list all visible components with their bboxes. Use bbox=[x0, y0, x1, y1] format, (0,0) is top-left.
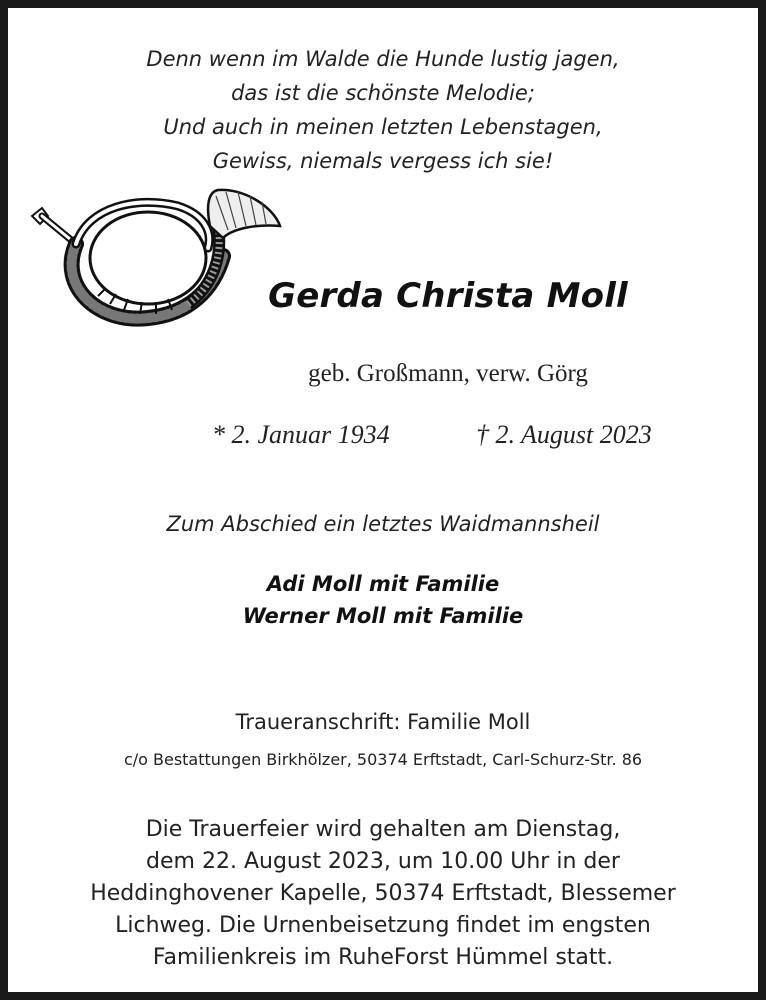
birth-name: geb. Großmann, verw. Görg bbox=[308, 360, 588, 387]
poem bbox=[48, 42, 718, 178]
ceremony-info bbox=[28, 814, 738, 974]
address-title: Traueranschrift: Familie Moll bbox=[235, 710, 531, 734]
ceremony-line: Die Trauerfeier wird gehalten am Dienstag, bbox=[145, 817, 621, 842]
ceremony-line: dem 22. August 2023, um 10.00 Uhr in der bbox=[146, 849, 620, 874]
birth-date: * 2. Januar 1934 bbox=[212, 420, 390, 449]
mourner-entry: Adi Moll mit Familie bbox=[266, 572, 500, 596]
farewell-line: Zum Abschied ein letztes Waidmannsheil bbox=[166, 512, 600, 536]
poem-line: Und auch in meinen letzten Lebenstagen, bbox=[163, 115, 603, 139]
poem-line: das ist die schönste Melodie; bbox=[231, 81, 535, 105]
ceremony-line: Familienkreis im RuheForst Hümmel statt. bbox=[152, 945, 614, 970]
ceremony-line: Lichweg. Die Urnenbeisetzung findet im engsten bbox=[115, 913, 651, 938]
mourners bbox=[38, 568, 728, 632]
address-line: c/o Bestattungen Birkhölzer, 50374 Erftstadt, Carl-Schurz-Str. 86 bbox=[123, 750, 643, 769]
poem-line: Gewiss, niemals vergess ich sie! bbox=[212, 149, 554, 173]
deceased-name: Gerda Christa Moll bbox=[268, 276, 628, 316]
mourner-entry: Werner Moll mit Familie bbox=[242, 604, 524, 628]
death-date: † 2. August 2023 bbox=[476, 420, 652, 449]
ceremony-line: Heddinghovener Kapelle, 50374 Erftstadt, Blessemer bbox=[90, 881, 676, 906]
poem-line: Denn wenn im Walde die Hunde lustig jagen, bbox=[146, 47, 620, 71]
